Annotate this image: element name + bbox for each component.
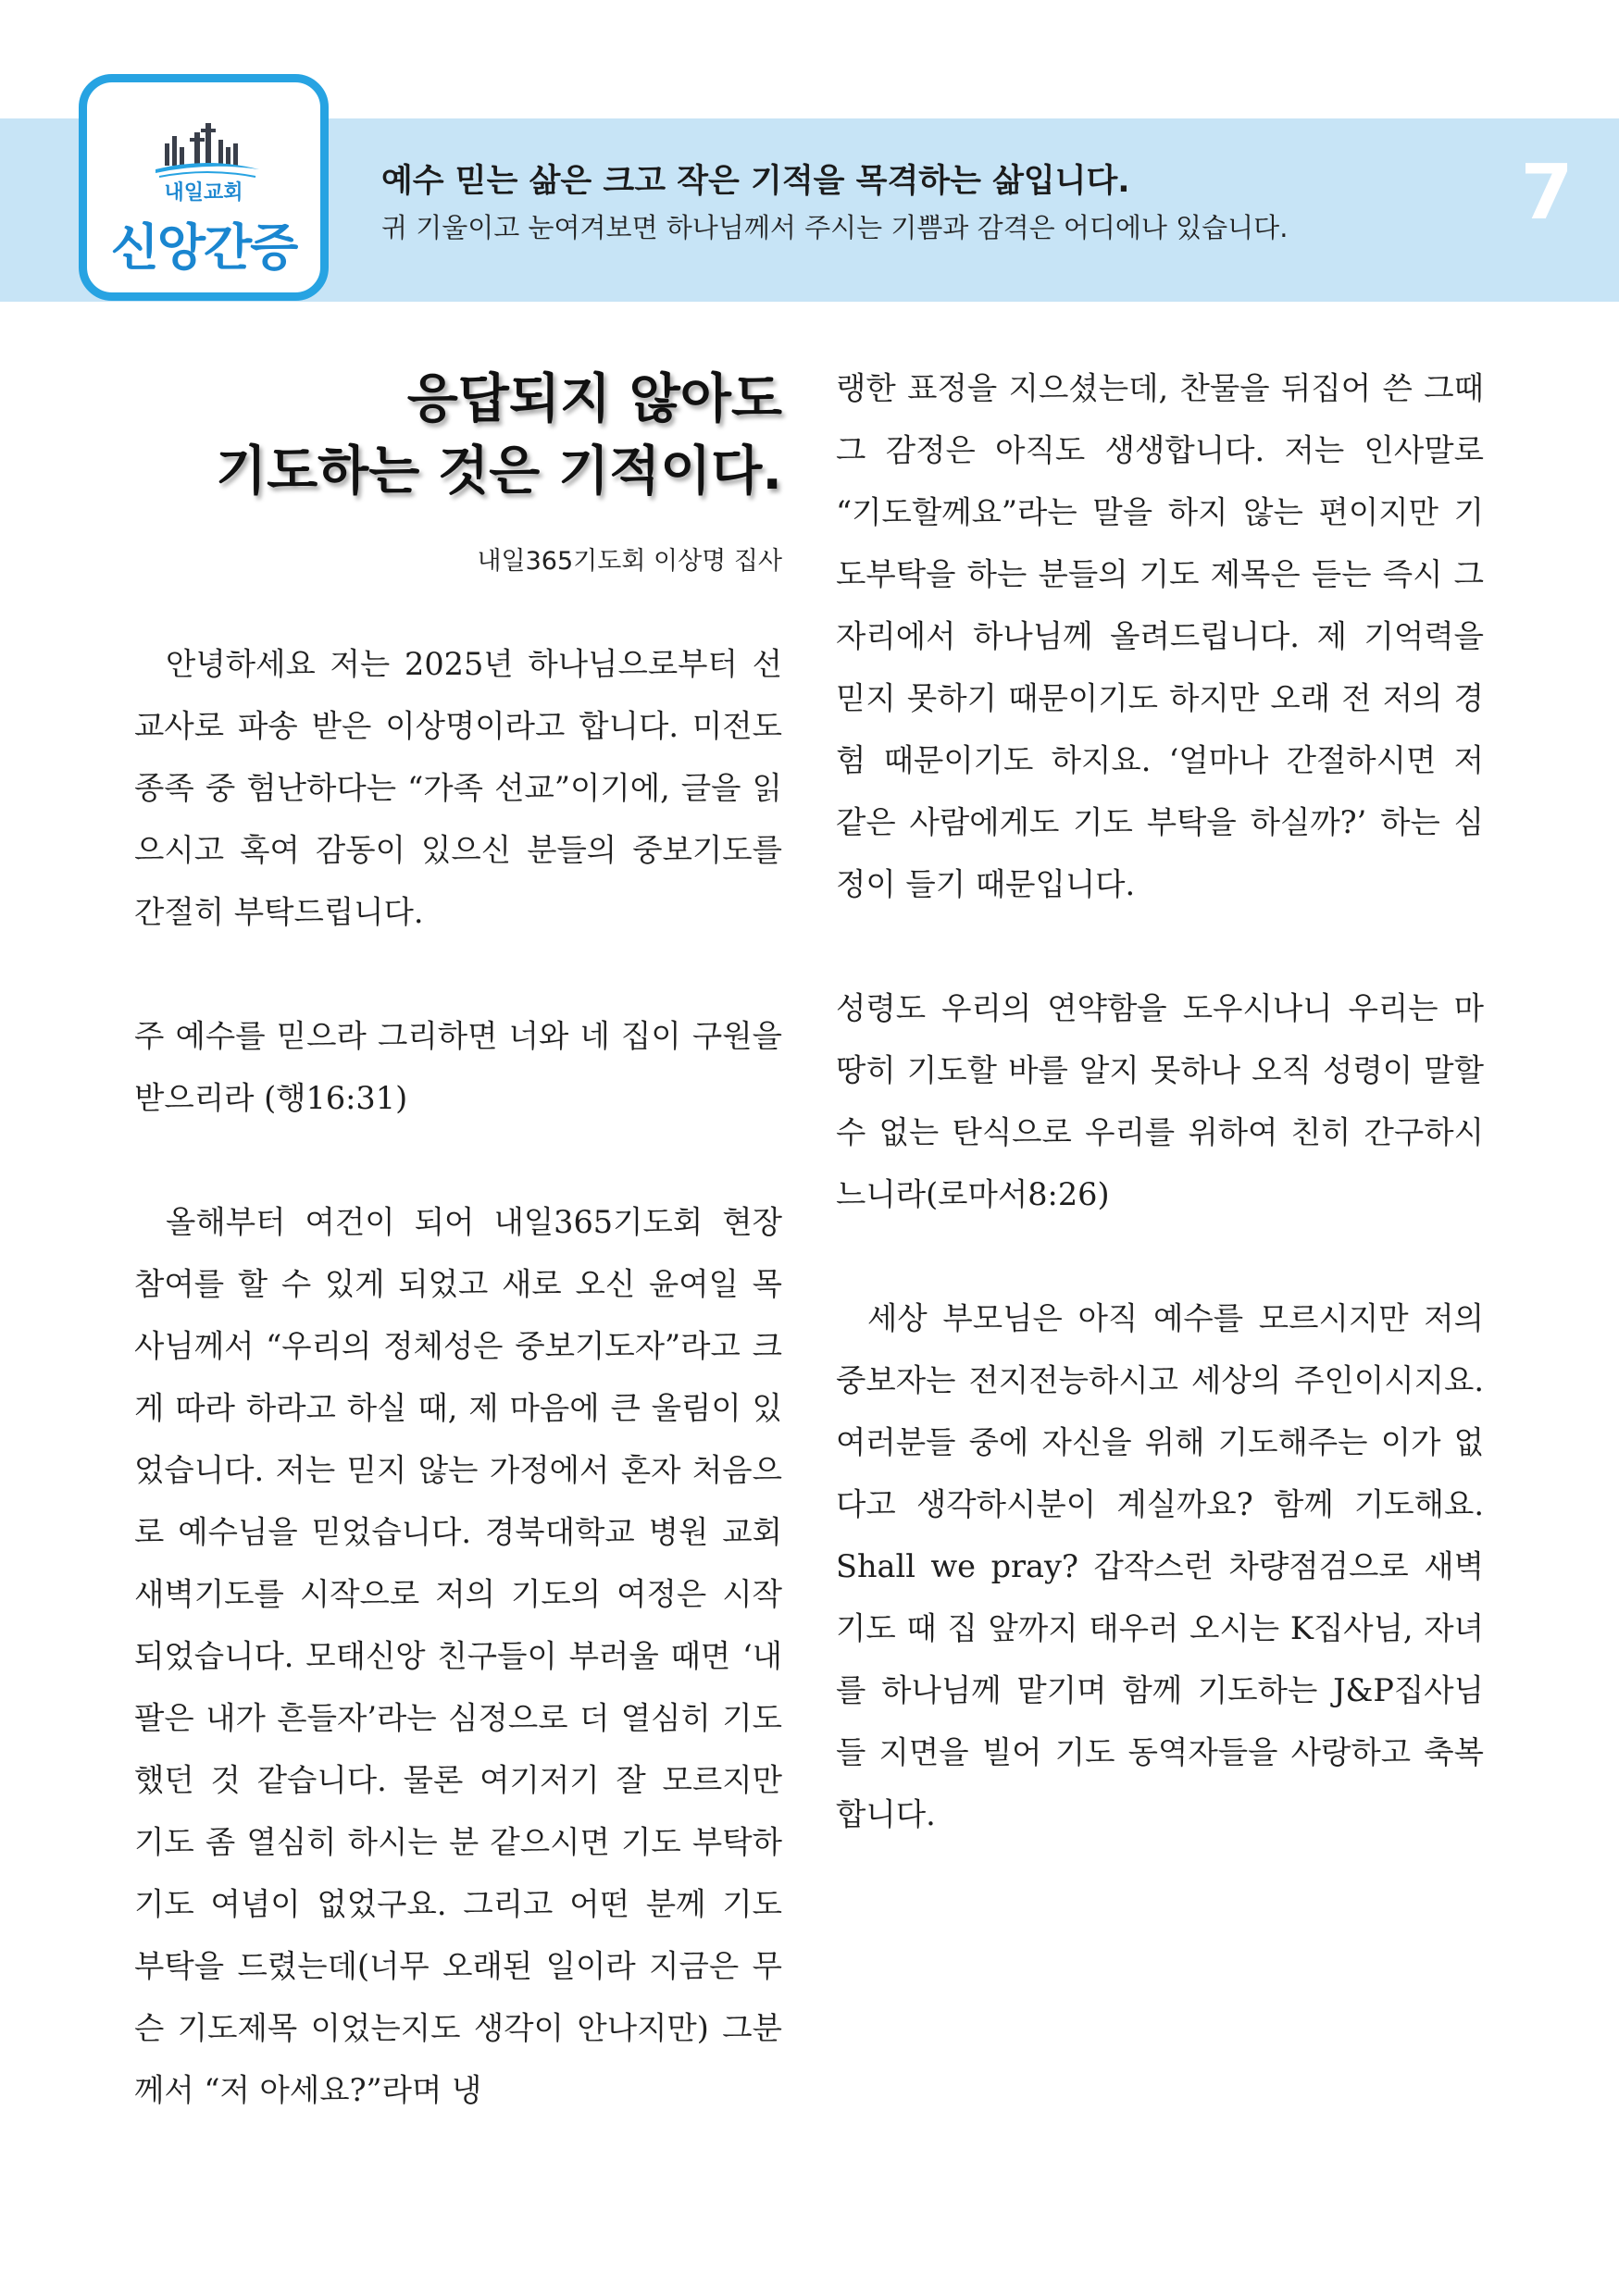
paragraph: 안녕하세요 저는 2025년 하나님으로부터 선교사로 파송 받은 이상명이라고 합니다. 미전도 종족 중 험난하다는 “가족 선교”이기에, 글을 읽으시고 혹여 감동이 있으신 분들의 중보기도를 간절히 부탁드립니다.: [134, 646, 782, 930]
article-title: [134, 363, 782, 507]
article-title-line: 응답되지 않아도: [406, 368, 782, 429]
scripture-quote: 주 예수를 믿으라 그리하면 너와 네 집이 구원을 받으리라 (행16:31): [134, 1018, 782, 1116]
article-title-line: 기도하는 것은 기적이다.: [216, 441, 782, 502]
banner-headline: 예수 믿는 삶은 크고 작은 기적을 목격하는 삶입니다.: [381, 163, 1130, 200]
church-name: 내일교회: [164, 181, 243, 205]
left-column: [134, 633, 782, 2121]
article-byline: 내일365기도회 이상명 집사: [477, 547, 782, 576]
church-logo-icon: [152, 116, 263, 184]
right-column: [836, 357, 1484, 1845]
section-title: 신앙간증: [110, 218, 297, 277]
section-badge: [79, 74, 329, 301]
paragraph: 세상 부모님은 아직 예수를 모르시지만 저의 중보자는 전지전능하시고 세상의 주인이시지요. 여러분들 중에 자신을 위해 기도해주는 이가 없다고 생각하시분이 계실까요? 함께 기도해요. Shall we pray? 갑작스런 차량점검으로 새벽기도 때 집 앞까지 태우러 오시는 K집사님, 자녀를 하나님께 맡기며 함께 기도하는 J&P집사님들 지면을 빌어 기도 동역자들을 사랑하고 축복합니다.: [836, 1300, 1484, 1832]
page-number: 7: [1520, 149, 1574, 237]
scripture-quote: 성령도 우리의 연약함을 도우시나니 우리는 마땅히 기도할 바를 알지 못하나 오직 성령이 말할 수 없는 탄식으로 우리를 위하여 친히 간구하시느니라(로마서8:26): [836, 990, 1484, 1212]
paragraph: 올해부터 여건이 되어 내일365기도회 현장 참여를 할 수 있게 되었고 새로 오신 윤여일 목사님께서 “우리의 정체성은 중보기도자”라고 크게 따라 하라고 하실 때, 제 마음에 큰 울림이 있었습니다. 저는 믿지 않는 가정에서 혼자 처음으로 예수님을 믿었습니다. 경북대학교 병원 교회 새벽기도를 시작으로 저의 기도의 여정은 시작되었습니다. 모태신앙 친구들이 부러울 때면 ‘내 팔은 내가 흔들자’라는 심정으로 더 열심히 기도했던 것 같습니다. 물론 여기저기 잘 모르지만 기도 좀 열심히 하시는 분 같으시면 기도 부탁하기도 여념이 없었구요. 그리고 어떤 분께 기도 부탁을 드렸는데(너무 오래된 일이라 지금은 무슨 기도제목 이었는지도 생각이 안나지만) 그분께서 “저 아세요?”라며 냉: [134, 1204, 782, 2108]
banner-subline: 귀 기울이고 눈여겨보면 하나님께서 주시는 기쁨과 감격은 어디에나 있습니다.: [381, 212, 1289, 243]
paragraph: 랭한 표정을 지으셨는데, 찬물을 뒤집어 쓴 그때 그 감정은 아직도 생생합니다. 저는 인사말로 “기도할께요”라는 말을 하지 않는 편이지만 기도부탁을 하는 분들의 기도 제목은 듣는 즉시 그 자리에서 하나님께 올려드립니다. 제 기억력을 믿지 못하기 때문이기도 하지만 오래 전 저의 경험 때문이기도 하지요. ‘얼마나 간절하시면 저 같은 사람에게도 기도 부탁을 하실까?’ 하는 심정이 들기 때문입니다.: [836, 370, 1484, 902]
